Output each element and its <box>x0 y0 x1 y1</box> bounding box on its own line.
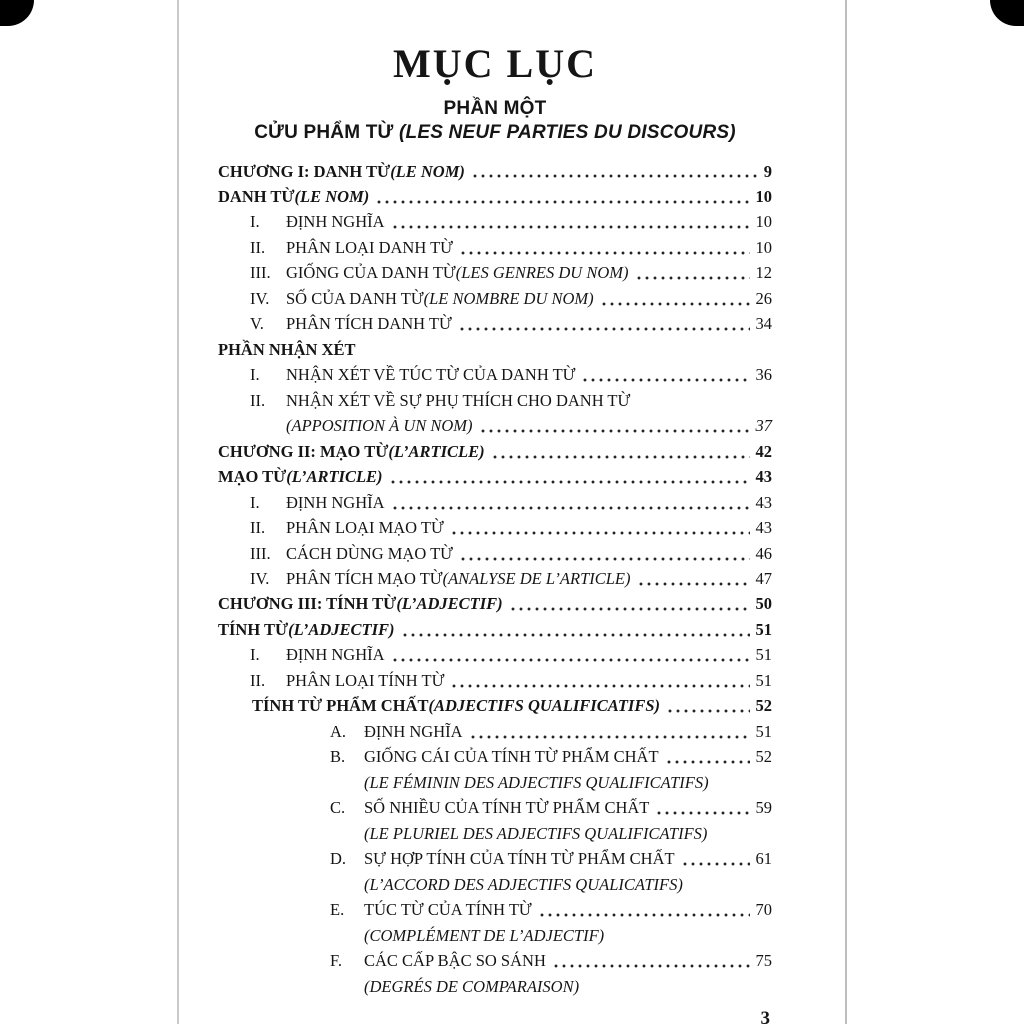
toc-label-italic: (LE PLURIEL DES ADJECTIFS QUALIFICATIFS) <box>364 823 708 843</box>
dot-leader <box>635 276 750 280</box>
toc-page-number: 50 <box>755 594 772 614</box>
toc-item-number: F. <box>330 951 342 971</box>
toc-row <box>218 417 772 436</box>
toc-label-italic: (DEGRÉS DE COMPARAISON) <box>364 976 580 996</box>
toc-label: PHÂN LOẠI MẠO TỪ <box>286 518 444 538</box>
part-subheading <box>218 121 772 145</box>
toc-item-number: IV. <box>250 569 270 588</box>
toc-list <box>218 163 772 997</box>
toc-row <box>218 621 772 640</box>
toc-row <box>218 952 772 971</box>
toc-item-number: C. <box>330 798 346 818</box>
dot-leader <box>491 455 750 459</box>
toc-item-number: III. <box>250 263 271 283</box>
toc-page-number: 26 <box>755 288 772 308</box>
toc-page-number: 59 <box>755 798 772 818</box>
dot-leader <box>509 607 750 611</box>
toc-label: CÁC CẤP BẬC SO SÁNH <box>364 951 546 971</box>
toc-item-number: B. <box>330 747 346 767</box>
toc-label: PHÂN TÍCH DANH TỪ <box>286 314 452 334</box>
toc-page-number: 52 <box>755 696 772 716</box>
dot-leader <box>375 200 749 204</box>
toc-label: SỐ CỦA DANH TỪ <box>286 288 424 308</box>
toc-page-number: 43 <box>755 492 772 512</box>
toc-label-italic: (ADJECTIFS QUALIFICATIFS) <box>428 696 660 716</box>
toc-item-number: D. <box>330 849 347 869</box>
toc-page-number: 75 <box>755 951 772 971</box>
toc-page-number: 36 <box>755 365 772 385</box>
toc-label: NHẬN XÉT VỀ TÚC TỪ CỦA DANH TỪ <box>286 365 576 385</box>
toc-label-italic: (ANALYSE DE L’ARTICLE) <box>442 569 631 588</box>
toc-item-number: II. <box>250 390 266 410</box>
part-subheading-text: CỬU PHẨM TỪ <box>254 121 399 143</box>
dot-leader <box>391 658 750 662</box>
toc-item-number: II. <box>250 237 266 257</box>
toc-label: SỐ NHIỀU CỦA TÍNH TỪ PHẨM CHẤT <box>364 798 650 818</box>
dot-leader <box>391 506 750 510</box>
toc-label: PHÂN LOẠI TÍNH TỪ <box>286 670 445 690</box>
toc-row <box>218 901 772 920</box>
toc-page-number: 10 <box>755 237 772 257</box>
toc-page-number: 51 <box>755 721 772 741</box>
toc-label-italic: (LE NOMBRE DU NOM) <box>423 288 594 308</box>
toc-label-italic: (LE FÉMININ DES ADJECTIFS QUALIFICATIFS) <box>364 772 709 792</box>
toc-label-italic: (L’ADJECTIF) <box>288 619 395 639</box>
toc-label: CHƯƠNG III: TÍNH TỪ <box>218 594 397 614</box>
toc-page-number: 37 <box>755 416 772 436</box>
toc-page-number: 34 <box>755 314 772 334</box>
toc-item-number: I. <box>250 492 260 512</box>
dot-leader <box>538 913 750 917</box>
toc-page-number: 47 <box>755 569 772 588</box>
toc-label-italic: (L’ARTICLE) <box>286 467 383 487</box>
toc-page-number: 9 <box>763 161 772 181</box>
toc-row <box>218 519 772 538</box>
photo-corner-top-right <box>990 0 1024 26</box>
dot-leader <box>401 633 750 637</box>
book-page <box>218 0 772 1030</box>
toc-label-italic: (L’ARTICLE) <box>388 441 485 461</box>
toc-row <box>218 595 772 614</box>
toc-row <box>218 290 772 309</box>
toc-label: TÚC TỪ CỦA TÍNH TỪ <box>364 900 532 920</box>
toc-item-number: E. <box>330 900 345 920</box>
toc-page-number: 51 <box>755 619 772 639</box>
toc-row <box>218 188 772 207</box>
toc-label: ĐỊNH NGHĨA <box>286 212 385 232</box>
toc-page-number: 51 <box>755 645 772 665</box>
toc-label: GIỐNG CÁI CỦA TÍNH TỪ PHẨM CHẤT <box>364 747 659 767</box>
photo-corner-top-left <box>0 0 34 26</box>
toc-label: TÍNH TỪ PHẨM CHẤT <box>252 696 429 716</box>
toc-row <box>218 825 772 844</box>
toc-row <box>218 163 772 182</box>
toc-label-italic: (L’ACCORD DES ADJECTIFS QUALICATIFS) <box>364 874 683 894</box>
dot-leader <box>471 174 758 178</box>
toc-label: CÁCH DÙNG MẠO TỪ <box>286 543 453 563</box>
toc-label-italic: (LES GENRES DU NOM) <box>455 263 629 283</box>
toc-label-italic: (COMPLÉMENT DE L’ADJECTIF) <box>364 925 605 945</box>
toc-page-number: 61 <box>755 849 772 869</box>
toc-label: CHƯƠNG I: DANH TỪ <box>218 161 391 181</box>
toc-row <box>218 876 772 895</box>
toc-item-number: A. <box>330 721 347 741</box>
toc-row <box>218 850 772 869</box>
toc-row <box>218 468 772 487</box>
toc-row <box>218 239 772 258</box>
toc-label-italic: (APPOSITION À UN NOM) <box>286 416 473 436</box>
toc-label: PHÂN LOẠI DANH TỪ <box>286 237 453 257</box>
toc-row <box>218 443 772 462</box>
dot-leader <box>637 582 750 586</box>
toc-page-number: 10 <box>755 186 772 206</box>
toc-row <box>218 315 772 334</box>
dot-leader <box>665 760 750 764</box>
toc-page-number: 10 <box>755 212 772 232</box>
dot-leader <box>450 684 749 688</box>
toc-row <box>218 672 772 691</box>
toc-page-number: 43 <box>755 467 772 487</box>
toc-label: ĐỊNH NGHĨA <box>364 721 463 741</box>
toc-label: DANH TỪ <box>218 186 295 206</box>
dot-leader <box>469 735 750 739</box>
toc-row <box>218 697 772 716</box>
dot-leader <box>681 862 750 866</box>
toc-item-number: II. <box>250 670 266 690</box>
page-edge-line-left <box>177 0 179 1024</box>
toc-label-italic: (LE NOM) <box>294 186 370 206</box>
toc-label: TÍNH TỪ <box>218 619 289 639</box>
page-number: 3 <box>760 1008 770 1030</box>
toc-row <box>218 264 772 283</box>
toc-item-number: I. <box>250 212 260 232</box>
toc-row <box>218 341 772 360</box>
toc-label: ĐỊNH NGHĨA <box>286 645 385 665</box>
toc-item-number: II. <box>250 518 266 538</box>
toc-page-number: 42 <box>755 441 772 461</box>
toc-label: CHƯƠNG II: MẠO TỪ <box>218 441 389 461</box>
toc-page-number: 51 <box>755 670 772 690</box>
dot-leader <box>600 302 750 306</box>
toc-label: PHẦN NHẬN XÉT <box>218 339 356 359</box>
toc-label: ĐỊNH NGHĨA <box>286 492 385 512</box>
page-title: MỤC LỤC <box>393 41 597 86</box>
toc-label-italic: (LE NOM) <box>390 161 465 181</box>
toc-row <box>218 774 772 793</box>
dot-leader <box>459 557 750 561</box>
dot-leader <box>458 327 750 331</box>
dot-leader <box>666 709 750 713</box>
dot-leader <box>479 429 750 433</box>
dot-leader <box>391 225 750 229</box>
toc-row <box>218 927 772 946</box>
toc-row <box>218 723 772 742</box>
toc-page-number: 43 <box>755 518 772 538</box>
toc-label: GIỐNG CỦA DANH TỪ <box>286 263 456 283</box>
page-edge-line-right <box>845 0 847 1024</box>
toc-item-number: IV. <box>250 288 270 308</box>
toc-row <box>218 799 772 818</box>
toc-row <box>218 213 772 232</box>
dot-leader <box>655 811 749 815</box>
toc-row <box>218 366 772 385</box>
toc-page-number: 52 <box>755 747 772 767</box>
dot-leader <box>552 964 750 968</box>
toc-row <box>218 570 772 589</box>
toc-row <box>218 748 772 767</box>
dot-leader <box>459 251 750 255</box>
dot-leader <box>450 531 750 535</box>
dot-leader <box>389 480 750 484</box>
toc-row <box>218 494 772 513</box>
toc-row <box>218 646 772 665</box>
toc-page-number: 70 <box>755 900 772 920</box>
toc-label: SỰ HỢP TÍNH CỦA TÍNH TỪ PHẨM CHẤT <box>364 849 675 869</box>
toc-row <box>218 545 772 564</box>
part-subheading-italic: (LES NEUF PARTIES DU DISCOURS) <box>399 121 736 143</box>
part-heading: PHẦN MỘT <box>443 98 547 119</box>
toc-page-number: 46 <box>755 543 772 563</box>
toc-label: PHÂN TÍCH MẠO TỪ <box>286 569 443 588</box>
toc-label-italic: (L’ADJECTIF) <box>396 594 503 614</box>
toc-page-number: 12 <box>755 263 772 283</box>
toc-label: MẠO TỪ <box>218 467 287 487</box>
toc-item-number: I. <box>250 645 260 665</box>
dot-leader <box>581 378 749 382</box>
toc-item-number: I. <box>250 365 260 385</box>
toc-item-number: III. <box>250 543 271 563</box>
toc-row <box>218 392 772 411</box>
toc-row <box>218 978 772 997</box>
toc-label: NHẬN XÉT VỀ SỰ PHỤ THÍCH CHO DANH TỪ <box>286 390 631 410</box>
toc-item-number: V. <box>250 314 264 334</box>
